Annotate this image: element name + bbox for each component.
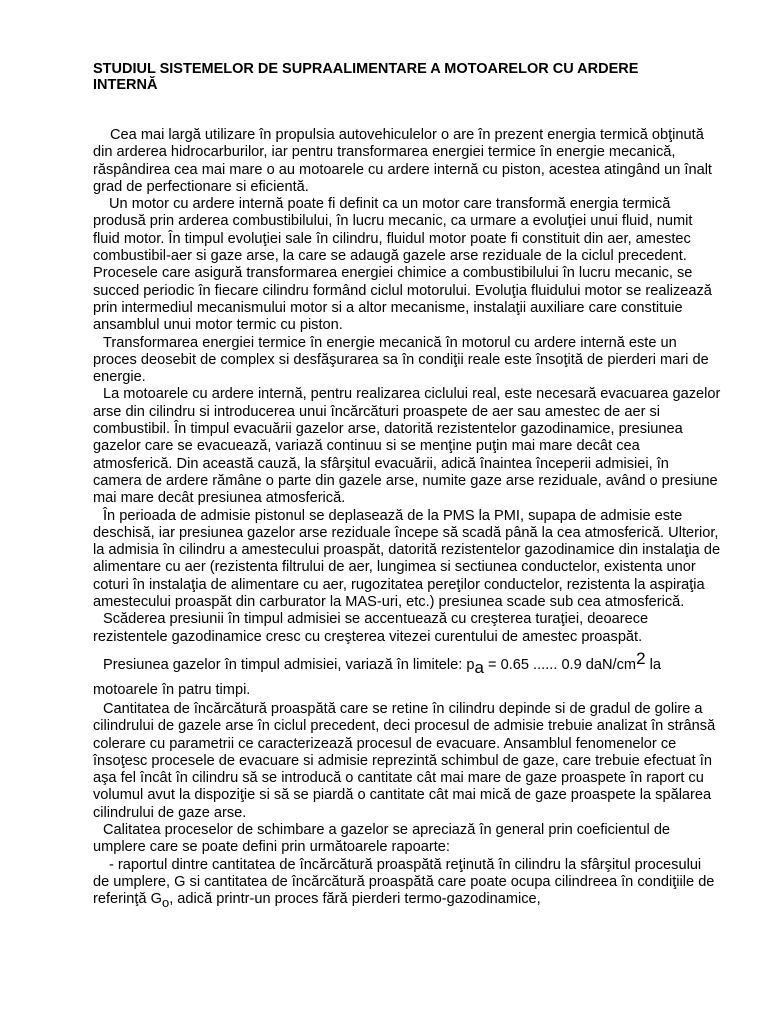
page-title: STUDIUL SISTEMELOR DE SUPRAALIMENTARE A MOTOARELOR CU ARDERE INTERNĂ [93,61,639,93]
paragraph-6: Scăderea presiunii în timpul admisiei se accentuează cu creşterea turaţiei, deoarece rezistentele gazodinamice cresc cu creşterea vitezei curentului de amestec proaspăt. [93,611,649,645]
ratio-lead: - raportul dintre cantitatea de încărcătură proaspătă reţinută în cilindru la sfârşitul procesului de umplere, G si cantitatea de încărcătură proaspătă care poate ocupa cilindreea în condiţiile de referinţă G [93,856,715,908]
formula-value: = 0.65 ...... 0.9 daN/cm [483,656,637,673]
formula-lead: Presiunea gazelor în timpul admisiei, variază în limitele: p [103,656,475,673]
formula-tail: la motoarele în patru timpi. [93,656,661,698]
paragraph-2: Un motor cu ardere internă poate fi definit ca un motor care transformă energia termică produsă prin arderea combustibilului, în lucru mecanic, ca urmare a evoluţiei unui fluid, numit fluid motor. În timpul evoluţiei sale în cilindru, fluidul motor poate fi constituit din aer, amestec combustibil-aer si gaze arse, la care se adaugă gazele arse reziduale de la ciclul precedent. Procesele care asigură transformarea energiei chimice a combustibilului în lucru mecanic, se succed periodic în fiecare cilindru formând ciclul motorului. Evoluţia fluidului motor se realizează prin intermediul mecanismului motor si a altor mecanisme, instalaţii auxiliare care constituie ansamblul unui motor termic cu piston. [93,196,712,334]
paragraph-5: În perioada de admisie pistonul se deplasează de la PMS la PMI, supapa de admisie este deschisă, iar presiunea gazelor arse reziduale începe să scadă până la cea atmosferică. Ulterior, la admisia în cilindru a amestecului proaspăt, datorită rezistentelor gazodinamice din instalaţia de alimentare cu aer (rezistenta filtrului de aer, lungimea si sectiunea conductelor, existenta unor coturi în instalaţia de alimentare cu aer, rugozitatea pereţilor conductelor, rezistenta la aspiraţia amestecului proaspăt din carburator la MAS-uri, etc.) presiunea scade sub cea atmosferică. [93,507,721,611]
document-body [93,127,721,911]
ratio-definition-paragraph [93,857,721,912]
formula-superscript: 2 [636,648,646,668]
paragraph-7: Cantitatea de încărcătură proaspătă care se retine în cilindru depinde si de gradul de golire a cilindrului de gazele arse în ciclul precedent, deci procesul de admisie trebuie analizat în strânsă colerare cu parametrii ce caracterizează procesul de evacuare. Ansamblul fenomenelor ce însoţesc procesele de evacuare si admisie reprezintă schimbul de gaze, care trebuie efectuat în aşa fel încât în cilindru să se introducă o cantitate cât mai mare de gaze proaspete în raport cu volumul avut la dispoziţie si să se piardă o cantitate cât mai mică de gaze proaspete la spălarea cilindrului de gaze arse. [93,700,716,821]
paragraph-8: Calitatea proceselor de schimbare a gazelor se apreciază în general prin coeficientul de umplere care se poate defini prin următoarele rapoarte: [93,821,671,856]
paragraph-4: La motoarele cu ardere internă, pentru realizarea ciclului real, este necesară evacuarea gazelor arse din cilindru si introducerea unui încărcături proaspete de aer sau amestec de aer si combustibil. În timpul evacuării gazelor arse, datorită rezistentelor gazodinamice, presiunea gazelor care se evacuează, variază continuu si se menţine puţin mai mare decât cea atmosferică. Din această cauză, la sfârşitul evacuării, adică înaintea începerii admisiei, în camera de ardere rămâne o parte din gazele arse, numite gaze arse reziduale, având o presiune mai mare decât presiunea atmosferică. [93,386,721,507]
paragraph-1: Cea mai largă utilizare în propulsia autovehiculelor o are în prezent energia termică obţinută din arderea hidrocarburilor, iar pentru transformarea energiei termice în energie mecanică, răspândirea cea mai mare o au motoarele cu ardere internă cu piston, acestea atingând un înalt grad de perfectionare si eficientă. [93,127,712,195]
ratio-tail: , adică printr-un proces fără pierderi termo-gazodinamice, [169,891,541,908]
formula-subscript: a [474,657,484,677]
pressure-formula-paragraph [93,646,721,701]
paragraph-3: Transformarea energiei termice în energie mecanică în motorul cu ardere internă este un proces deosebit de complex si desfăşurarea sa în condiţii reale este însoţită de pierderi mari de energie. [93,334,709,386]
ratio-subscript: o [161,895,170,911]
